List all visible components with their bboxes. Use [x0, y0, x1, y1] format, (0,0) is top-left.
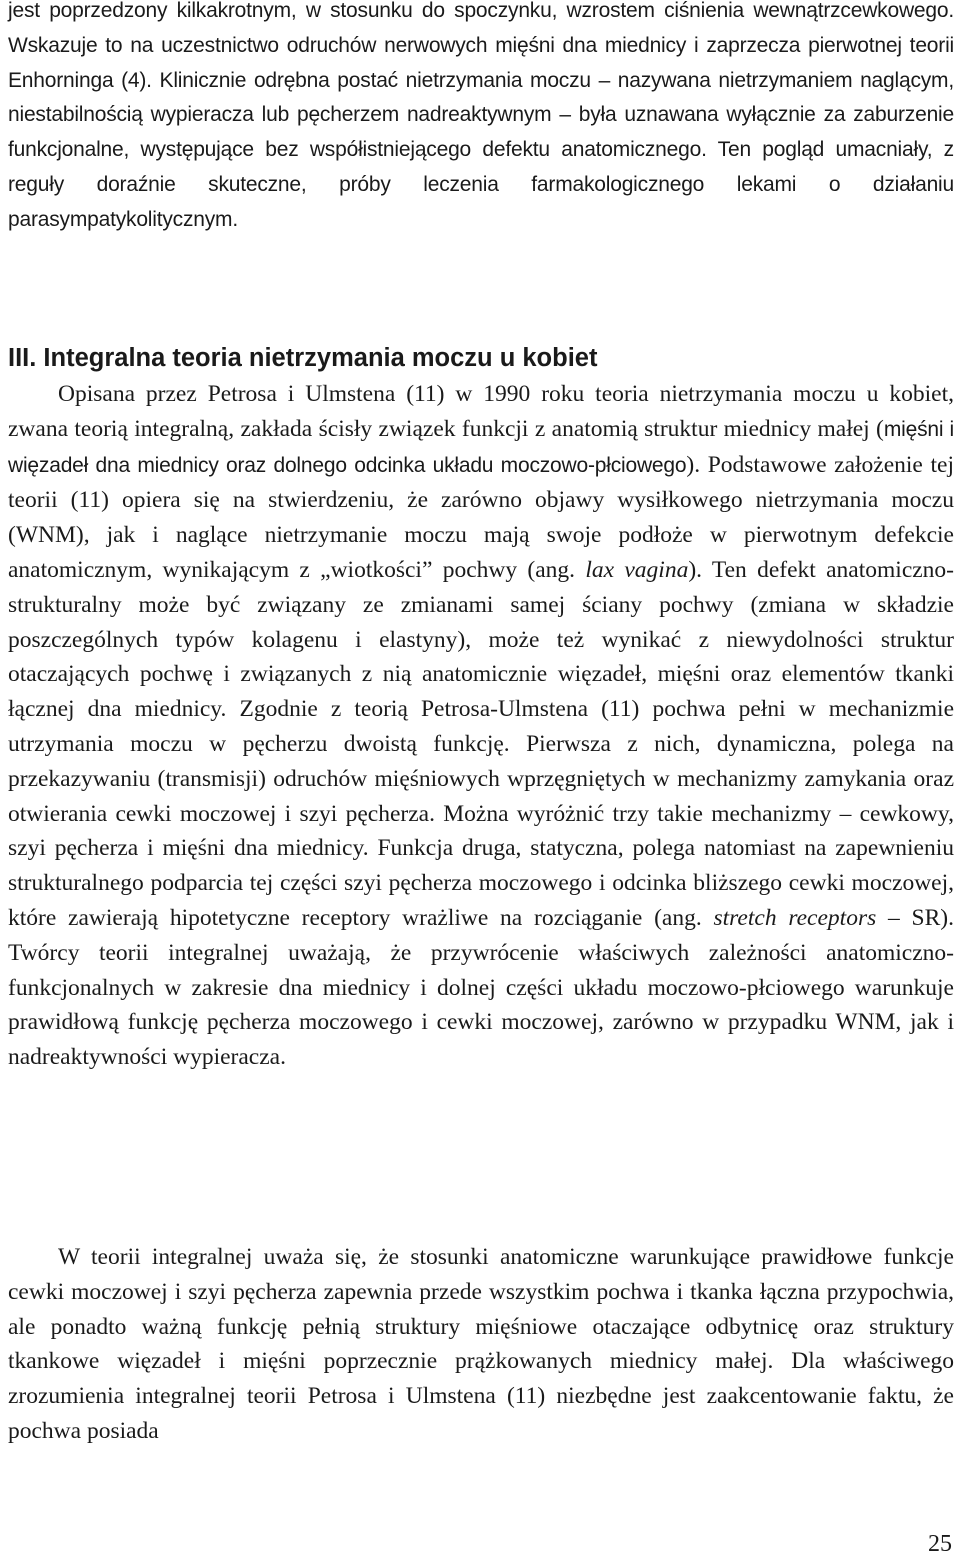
intro-text-2: Klinicznie odrębna postać nietrzymania moczu – nazywana nietrzymaniem naglącym, niestabilnością wypieracza lub pęcherzem nadreaktywnym – była uznawana wyłącznie za zaburzenie funkcjonalne, występujące bez współistniejącego defektu anatomicznego. Ten pogląd umacniały, z reguły doraźnie skuteczne, próby leczenia farmakologicznego lekami o działaniu parasympatykolitycznym.	[8, 68, 954, 231]
page-number: 25	[928, 1531, 952, 1557]
last-paragraph: W teorii integralnej uważa się, że stosunki anatomiczne warunkujące prawidłowe funkcje cewki moczowej i szyi pęcherza zapewnia przede wszystkim pochwa i tkanka łączna przypochwia, ale ponadto ważną funkcję pełnią struktury mięśniowe otaczające odbytnicę oraz struktury tkankowe więzadeł i mięśni poprzecznie prążkowanych miednicy małej. Dla właściwego zrozumienia integralnej teorii Petrosa i Ulmstena (11) niezbędne jest zaakcentowanie faktu, że pochwa posiada	[8, 1244, 954, 1444]
section-text-g: – SR). Twórcy teorii integralnej uważają, że przywrócenie właściwych zależności anatomiczno-funkcjonalnych w zakresie dna miednicy i dolnej części układu moczowo-płciowego warunkuje prawidłową funkcję pęcherza moczowego i cewki moczowej, zarówno w przypadku WNM, jak i nadreaktywności wypieracza.	[8, 904, 954, 1071]
section-text-b: mięśni i więzadeł dna miednicy oraz dolnego odcinka układu moczowo-płciowego	[8, 417, 954, 477]
section-paragraph	[8, 377, 954, 1075]
intro-text-1: jest poprzedzony kilkakrotnym, w stosunku do spoczynku, wzrostem ciśnienia wewnątrzcewkowego. Wskazuje to na uczestnictwo odruchów nerwowych mięśni dna miednicy i zaprzecza pierwotnej teorii Enhorninga (4).	[8, 0, 954, 92]
section-heading: III. Integralna teoria nietrzymania moczu u kobiet	[8, 344, 598, 372]
section-text-stretch-receptors: stretch receptors	[713, 904, 877, 931]
section-text-e: ). Ten defekt anatomiczno-strukturalny może być związany ze zmianami samej ściany pochwy (zmiana w składzie poszczególnych typów kolagenu i elastyny), może też wynikać z niewydolności struktur otaczających pochwę i związanych z nią anatomicznie więzadeł, mięśni oraz elementów tkanki łącznej dna miednicy. Zgodnie z teorią Petrosa-Ulmstena (11) pochwa pełni w mechanizmie utrzymania moczu w pęcherzu dwoistą funkcję. Pierwsza z nich, dynamiczna, polega na przekazywaniu (transmisji) odruchów mięśniowych wprzęgniętych w mechanizmy zamykania oraz otwierania cewki moczowej i szyi pęcherza. Można wyróżnić trzy takie mechanizmy – cewkowy, szyi pęcherza i mięśni dna miednicy. Funkcja druga, statyczna, polega natomiast na zapewnieniu strukturalnego podparcia tej części szyi pęcherza moczowego i odcinka bliższego cewki moczowej, które zawierają hipotetyczne receptory wrażliwe na rozciąganie (ang.	[8, 556, 955, 931]
intro-paragraph	[8, 0, 954, 238]
section-text-c: ). Podstawowe założenie tej teorii (11) opiera się na stwierdzeniu, że zarówno objawy wysiłkowego nietrzymania moczu (WNM), jak i naglące nietrzymanie moczu mają swoje podłoże w pierwotnym defekcie anatomicznym, wynikającym z „wiotkości” pochwy (ang.	[8, 451, 954, 583]
section-text-lax-vagina: lax vagina	[585, 556, 689, 583]
section-text-a: Opisana przez Petrosa i Ulmstena (11) w 1990 roku teoria nietrzymania moczu u kobiet, zwana teorią integralną, zakłada ścisły związek funkcji z anatomią struktur miednicy małej (	[8, 381, 954, 442]
